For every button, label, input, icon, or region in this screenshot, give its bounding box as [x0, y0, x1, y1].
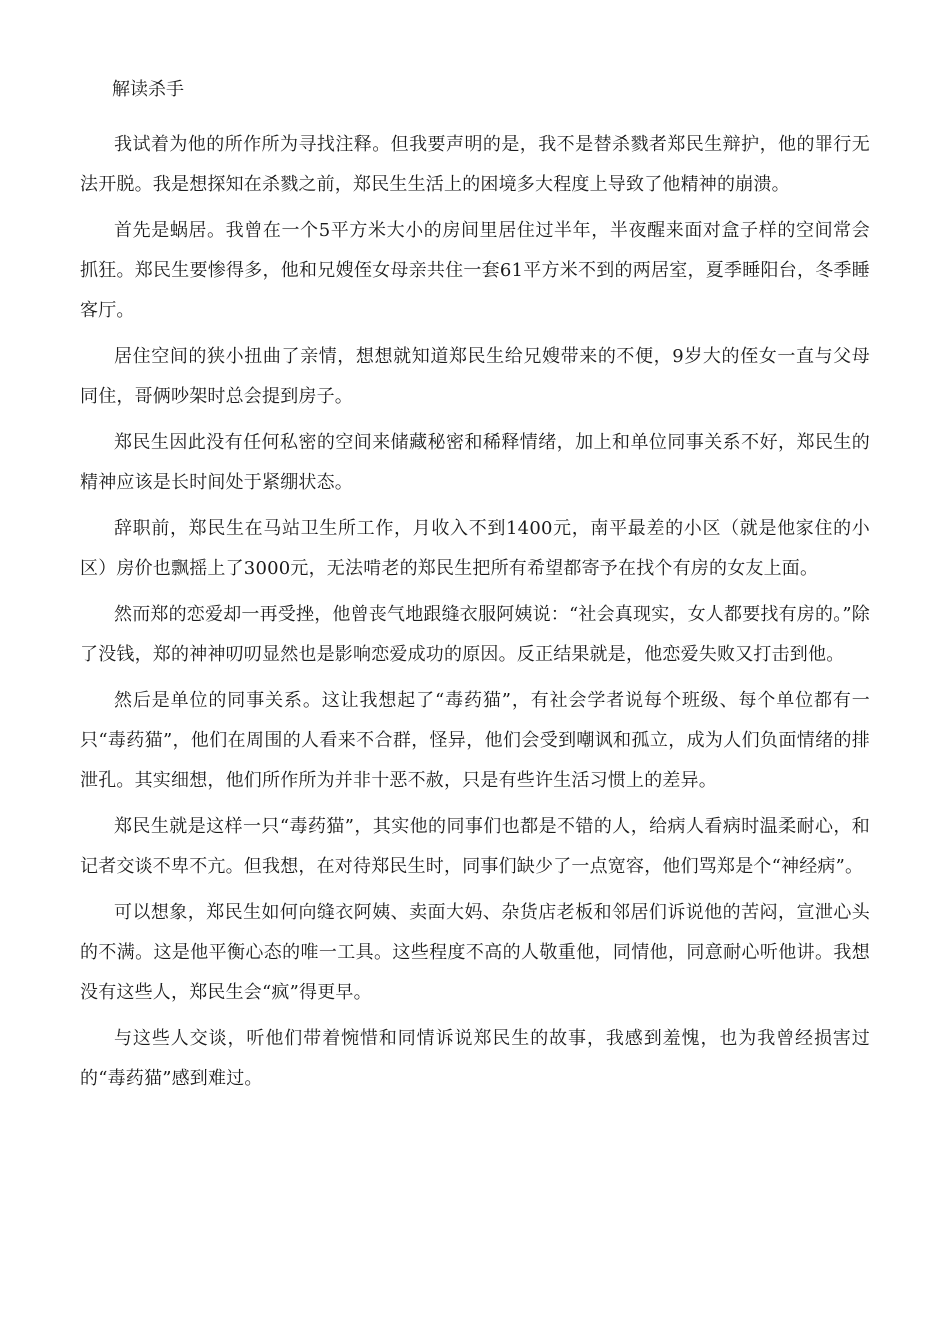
paragraph: 然后是单位的同事关系。这让我想起了“毒药猫”，有社会学者说每个班级、每个单位都有一只“毒药猫”，他们在周围的人看来不合群，怪异，他们会受到嘲讽和孤立，成为人们负面情绪的排泄孔。其实细想，他们所作所为并非十恶不赦，只是有些许生活习惯上的差异。: [80, 690, 870, 791]
document-title: 解读杀手: [112, 79, 184, 100]
paragraph: 首先是蜗居。我曾在一个5平方米大小的房间里居住过半年，半夜醒来面对盒子样的空间常会抓狂。郑民生要惨得多，他和兄嫂侄女母亲共住一套61平方米不到的两居室，夏季睡阳台，冬季睡客厅。: [80, 220, 870, 321]
paragraph: 郑民生因此没有任何私密的空间来储藏秘密和稀释情绪，加上和单位同事关系不好，郑民生的精神应该是长时间处于紧绷状态。: [80, 432, 870, 493]
paragraph: 可以想象，郑民生如何向缝衣阿姨、卖面大妈、杂货店老板和邻居们诉说他的苦闷，宣泄心头的不满。这是他平衡心态的唯一工具。这些程度不高的人敬重他，同情他，同意耐心听他讲。我想没有这些人，郑民生会“疯”得更早。: [80, 902, 870, 1003]
paragraph: 居住空间的狭小扭曲了亲情，想想就知道郑民生给兄嫂带来的不便，9岁大的侄女一直与父母同住，哥俩吵架时总会提到房子。: [80, 346, 870, 407]
paragraph: 与这些人交谈，听他们带着惋惜和同情诉说郑民生的故事，我感到羞愧，也为我曾经损害过的“毒药猫”感到难过。: [80, 1028, 870, 1089]
paragraph: 郑民生就是这样一只“毒药猫”，其实他的同事们也都是不错的人，给病人看病时温柔耐心，和记者交谈不卑不亢。但我想，在对待郑民生时，同事们缺少了一点宽容，他们骂郑是个“神经病”。: [80, 816, 870, 877]
paragraph: 然而郑的恋爱却一再受挫，他曾丧气地跟缝衣服阿姨说：“社会真现实，女人都要找有房的。”除了没钱，郑的神神叨叨显然也是影响恋爱成功的原因。反正结果就是，他恋爱失败又打击到他。: [80, 604, 870, 665]
document-page: [80, 78, 870, 1105]
paragraph: 辞职前，郑民生在马站卫生所工作，月收入不到1400元，南平最差的小区（就是他家住的小区）房价也飘摇上了3000元，无法啃老的郑民生把所有希望都寄予在找个有房的女友上面。: [80, 518, 870, 579]
paragraph: 我试着为他的所作所为寻找注释。但我要声明的是，我不是替杀戮者郑民生辩护，他的罪行无法开脱。我是想探知在杀戮之前，郑民生生活上的困境多大程度上导致了他精神的崩溃。: [80, 134, 870, 195]
